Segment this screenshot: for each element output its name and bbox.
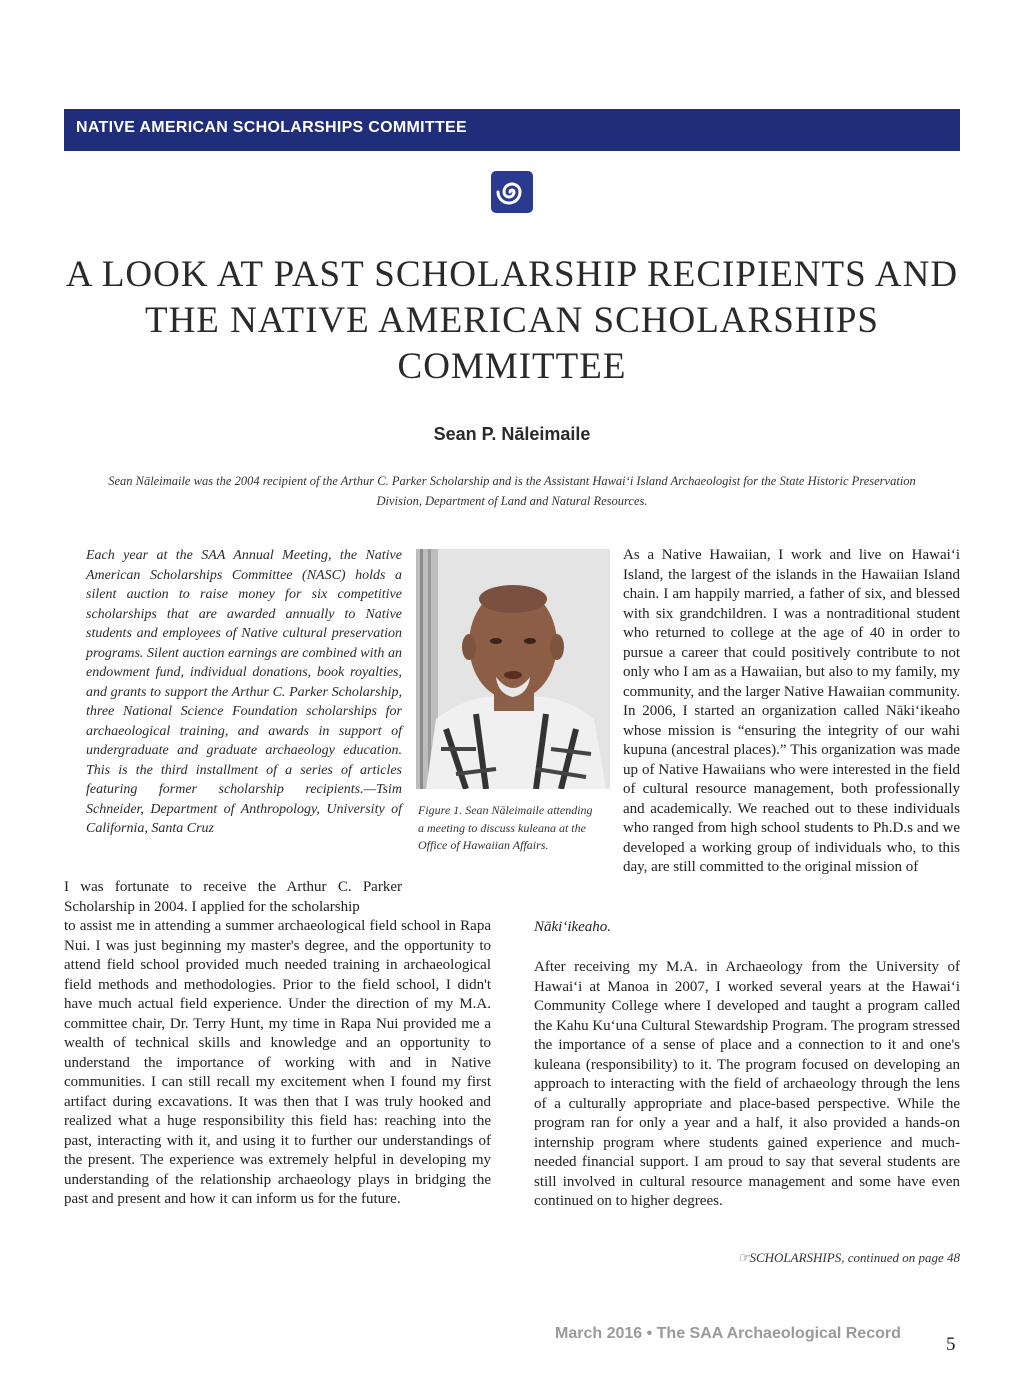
continued-note[interactable] <box>534 1250 960 1266</box>
body-paragraph-2: As a Native Hawaiian, I work and live on Hawaiʻi Island, the largest of the islands in the Hawaiian Island chain. I am happily married, a father of six, and blessed with six grandchildren. I was a nontraditional student who returned to college at the age of 40 in order to pursue a career that could positively contribute to not only who I am as a Hawaiian, but also to my family, my community, and the larger Native Hawaiian community. In 2006, I started an organization called Nākiʻikeaho whose mission is “ensuring the integrity of our wahi kupuna (ancestral places).” This organization was made up of Native Hawaiians who were interested in the field of cultural resource management, both professionally and academically. We reached out to these individuals who ranged from high school students to Ph.D.s and we developed a working group of individuals who, to this day, are still committed to the original mission of <box>623 547 960 875</box>
body-paragraph-2-end: Nākiʻikeaho. <box>534 919 612 935</box>
continued-note-label: SCHOLARSHIPS, continued on page 48 <box>749 1250 960 1265</box>
photo-caption: Figure 1. Sean Nāleimaile attending a meeting to discuss kuleana at the Office of Hawaiian Affairs. <box>418 803 593 852</box>
author-bio: Sean Nāleimaile was the 2004 recipient of the Arthur C. Parker Scholarship and is the Assistant Hawaiʻi Island Archaeologist for the State Historic Preservation Division, Department of Land and Natural Resources. <box>108 474 916 508</box>
issue-footer: March 2016 • The SAA Archaeological Record <box>555 1325 901 1342</box>
spiral-logo-icon <box>490 170 534 214</box>
editor-intro: Each year at the SAA Annual Meeting, the Native American Scholarships Committee (NASC) holds a silent auction to raise money for six competitive scholarships that are awarded annually to Native students and employees of Native cultural preservation programs. Silent auction earnings are combined with an endowment fund, individual donations, book royalties, and grants to support the Arthur C. Parker Scholarship, three National Science Foundation scholarships for archaeological training, and awards in support of undergraduate and graduate archaeology education. This is the third installment of a series of articles featuring former scholarship recipients.—Tsim Schneider, Department of Anthropology, University of California, Santa Cruz <box>86 548 402 836</box>
pointing-hand-icon: ☞ <box>737 1250 750 1265</box>
body-paragraph-3: After receiving my M.A. in Archaeology from the University of Hawaiʻi at Manoa in 2007, I worked several years at the Hawaiʻi Community College where I developed and taught a program called the Kahu Kuʻuna Cultural Stewardship Program. The program stressed the importance of a sense of place and a connection to it and one's kuleana (responsibility) to it. The program focused on developing an approach to interacting with the field of archaeology through the lens of a culturally appropriate and place-based perspective. While the program ran for only a year and a half, it also provided a hands-on internship program where students gained experience and much-needed financial support. I am proud to say that several students are still involved in cultural resource management and some have even continued on to higher degrees. <box>534 959 960 1209</box>
body-paragraph-1: to assist me in attending a summer archaeological field school in Rapa Nui. I was just beginning my master's degree, and the opportunity to attend field school provided much needed training in archaeological field methods and methodologies. Prior to the field school, I didn't have much actual field experience. Under the direction of my M.A. committee chair, Dr. Terry Hunt, my time in Rapa Nui provided me a wealth of technical skills and knowledge and an opportunity to understand the importance of working with and in Native communities. I can still recall my excitement when I found my first artifact during excavations. It was then that I was truly hooked and realized what a huge responsibility this field has: reaching into the past, interacting with it, and using it to further our understandings of the present. The experience was extremely helpful in developing my understanding of the relationship archaeology plays in bridging the past and present and how it can inform us for the future. <box>64 918 491 1207</box>
article-title: A LOOK AT PAST SCHOLARSHIP RECIPIENTS AND THE NATIVE AMERICAN SCHOLARSHIPS COMMITTEE <box>65 254 959 387</box>
author-photo <box>416 549 610 789</box>
article-author: Sean P. Nāleimaile <box>433 424 591 444</box>
section-banner-label: NATIVE AMERICAN SCHOLARSHIPS COMMITTEE <box>76 119 467 136</box>
section-banner <box>64 109 960 151</box>
page-number: 5 <box>946 1334 956 1355</box>
body-paragraph-1-start: I was fortunate to receive the Arthur C. Parker Scholarship in 2004. I applied for the scholarship <box>64 879 402 915</box>
